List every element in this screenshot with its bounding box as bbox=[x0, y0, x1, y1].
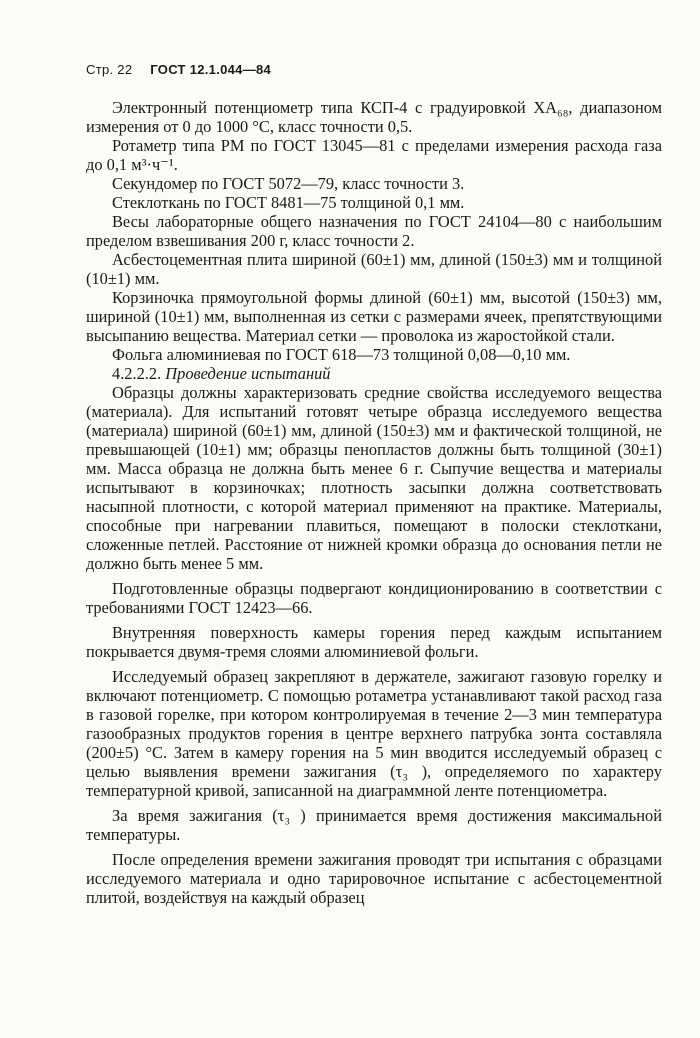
section-title: Проведение испытаний bbox=[165, 364, 331, 383]
paragraph-stopwatch: Секундомер по ГОСТ 5072—79, класс точности 3. bbox=[112, 174, 465, 193]
paragraph-conditioning: Подготовленные образцы подвергают кондиционированию в соответствии с требованиями ГОСТ 12423—66. bbox=[86, 579, 662, 617]
page-header bbox=[86, 62, 662, 78]
paragraph-procedure: Исследуемый образец закрепляют в держателе, зажигают газовую горелку и включают потенциометр. С помощью ротаметра устанавливают такой расход газа в газовой горелке, при котором контролируемая в течение 2—3 мин температура газообразных продуктов горения в центре верхнего патрубка зонта составляла (200±5) °С. Затем в камеру горения на 5 мин вводится исследуемый образец с целью выявления времени зажигания (τ₃ ), определяемого по характеру температурной кривой, записанной на диаграммной ленте потенциометра. bbox=[86, 667, 662, 800]
standard-designation: ГОСТ 12.1.044—84 bbox=[150, 62, 272, 77]
paragraph-samples: Образцы должны характеризовать средние свойства исследуемого вещества (материала). Для испытаний готовят четыре образца исследуемого вещества (материала) шириной (60±1) мм, длиной (150±3) мм и фактической толщиной, не превышающей (10±1) мм; образцы пенопластов должны быть толщиной (30±1) мм. Масса образца не должна быть менее 6 г. Сыпучие вещества и материалы испытывают в корзиночках; плотность засыпки должна соответствовать насыпной плотности, с которой материал применяют на практике. Материалы, способные при нагревании плавиться, помещают в полоски стеклоткани, сложенные петлей. Расстояние от нижней кромки образца до основания петли не должно быть менее 5 мм. bbox=[86, 383, 662, 573]
paragraph-asbestos-plate: Асбестоцементная плита шириной (60±1) мм, длиной (150±3) мм и толщиной (10±1) мм. bbox=[86, 250, 662, 288]
paragraph-rotameter: Ротаметр типа РМ по ГОСТ 13045—81 с пределами измерения расхода газа до 0,1 м³·ч⁻¹. bbox=[86, 136, 662, 174]
paragraph-basket: Корзиночка прямоугольной формы длиной (60±1) мм, высотой (150±3) мм, шириной (10±1) мм, выполненная из сетки с размерами ячеек, препятствующими высыпанию вещества. Материал сетки — проволока из жаростойкой стали. bbox=[86, 288, 662, 345]
paragraph-chamber-surface: Внутренняя поверхность камеры горения перед каждым испытанием покрывается двумя-тремя слоями алюминиевой фольги. bbox=[86, 623, 662, 661]
paragraph-tests: После определения времени зажигания проводят три испытания с образцами исследуемого материала и одно тарировочное испытание с асбестоцементной плитой, воздействуя на каждый образец bbox=[86, 850, 662, 907]
paragraph-ignition-time: За время зажигания (τ₃ ) принимается время достижения максимальной температуры. bbox=[86, 806, 662, 844]
body-text bbox=[86, 98, 662, 907]
paragraph-scales: Весы лабораторные общего назначения по ГОСТ 24104—80 с наибольшим пределом взвешивания 200 г, класс точности 2. bbox=[86, 212, 662, 250]
page-number: Стр. 22 bbox=[86, 62, 133, 77]
section-heading bbox=[86, 364, 662, 383]
paragraph-potentiometer: Электронный потенциометр типа КСП-4 с градуировкой ХА₆₈, диапазоном измерения от 0 до 1000 °С, класс точности 0,5. bbox=[86, 98, 662, 136]
paragraph-foil: Фольга алюминиевая по ГОСТ 618—73 толщиной 0,08—0,10 мм. bbox=[112, 345, 571, 364]
paragraph-fiberglass: Стеклоткань по ГОСТ 8481—75 толщиной 0,1 мм. bbox=[112, 193, 465, 212]
section-number: 4.2.2.2. bbox=[112, 364, 162, 383]
